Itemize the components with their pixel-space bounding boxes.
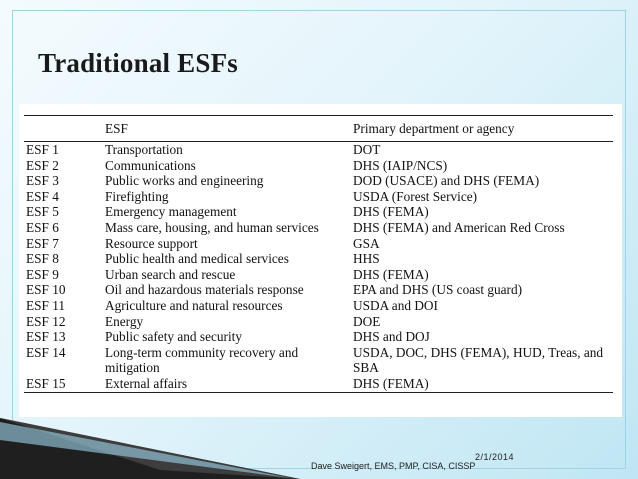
table-row	[24, 267, 613, 283]
cell-esf-number: ESF 8	[26, 251, 59, 267]
table-row	[24, 142, 613, 158]
cell-function: Emergency management	[105, 204, 237, 220]
cell-esf-number: ESF 12	[26, 313, 66, 329]
cell-function: Energy	[105, 313, 144, 329]
slide-title: Traditional ESFs	[38, 48, 238, 78]
cell-esf-number: ESF 13	[26, 329, 66, 345]
cell-function: Communications	[105, 157, 196, 173]
cell-agency: DOT	[353, 142, 381, 157]
cell-agency: USDA, DOC, DHS (FEMA), HUD, Treas, and SBA	[353, 344, 604, 376]
cell-esf-number: ESF 5	[26, 204, 59, 220]
table-row	[24, 173, 613, 189]
table-header-row	[24, 116, 613, 142]
table-row	[24, 282, 613, 298]
cell-agency: HHS	[353, 251, 380, 267]
cell-function: Public works and engineering	[105, 173, 264, 189]
table-row	[24, 204, 613, 220]
table-row	[24, 189, 613, 205]
cell-agency: DHS (FEMA)	[353, 375, 429, 391]
table-row	[24, 314, 613, 330]
cell-esf-number: ESF 7	[26, 235, 59, 251]
cell-function: Long-term community recovery and mitigation	[105, 344, 299, 376]
cell-esf-number: ESF 9	[26, 266, 59, 282]
table-row	[24, 376, 613, 392]
cell-agency: USDA and DOI	[353, 297, 438, 313]
cell-function: Public health and medical services	[105, 251, 289, 267]
table-row	[24, 220, 613, 236]
esf-table	[24, 115, 613, 393]
header-cell-number	[24, 116, 105, 142]
table-image-panel	[19, 104, 622, 417]
cell-function: Oil and hazardous materials response	[105, 282, 304, 298]
cell-esf-number: ESF 1	[26, 142, 59, 157]
cell-esf-number: ESF 3	[26, 173, 59, 189]
cell-agency: DHS (FEMA) and American Red Cross	[353, 219, 565, 235]
table-row	[24, 298, 613, 314]
cell-agency: DHS (IAIP/NCS)	[353, 157, 448, 173]
cell-agency: GSA	[353, 235, 380, 251]
cell-esf-number: ESF 14	[26, 344, 66, 360]
cell-agency: DHS and DOJ	[353, 329, 430, 345]
cell-function: Public safety and security	[105, 329, 242, 345]
cell-function: Mass care, housing, and human services	[105, 219, 319, 235]
cell-agency: DHS (FEMA)	[353, 266, 429, 282]
cell-esf-number: ESF 6	[26, 219, 59, 235]
cell-esf-number: ESF 2	[26, 157, 59, 173]
cell-function: Firefighting	[105, 188, 169, 204]
cell-agency: DOE	[353, 313, 381, 329]
cell-agency: USDA (Forest Service)	[353, 188, 478, 204]
cell-function: External affairs	[105, 375, 188, 391]
cell-esf-number: ESF 15	[26, 375, 66, 391]
cell-function: Agriculture and natural resources	[105, 297, 283, 313]
cell-function: Transportation	[105, 142, 183, 157]
table-row	[24, 345, 613, 376]
header-cell-agency: Primary department or agency	[353, 120, 515, 136]
cell-agency: DHS (FEMA)	[353, 204, 429, 220]
table-row	[24, 158, 613, 174]
table-row	[24, 236, 613, 252]
cell-agency: DOD (USACE) and DHS (FEMA)	[353, 173, 540, 189]
cell-esf-number: ESF 10	[26, 282, 66, 298]
table-row	[24, 251, 613, 267]
footer-date: 2/1/2014	[475, 452, 515, 462]
table-row	[24, 329, 613, 345]
footer-presenter: Dave Sweigert, EMS, PMP, CISA, CISSP	[311, 461, 476, 471]
cell-function: Urban search and rescue	[105, 266, 236, 282]
cell-function: Resource support	[105, 235, 198, 251]
cell-agency: EPA and DHS (US coast guard)	[353, 282, 523, 298]
header-cell-esf: ESF	[105, 120, 128, 136]
cell-esf-number: ESF 4	[26, 188, 59, 204]
cell-esf-number: ESF 11	[26, 297, 66, 313]
